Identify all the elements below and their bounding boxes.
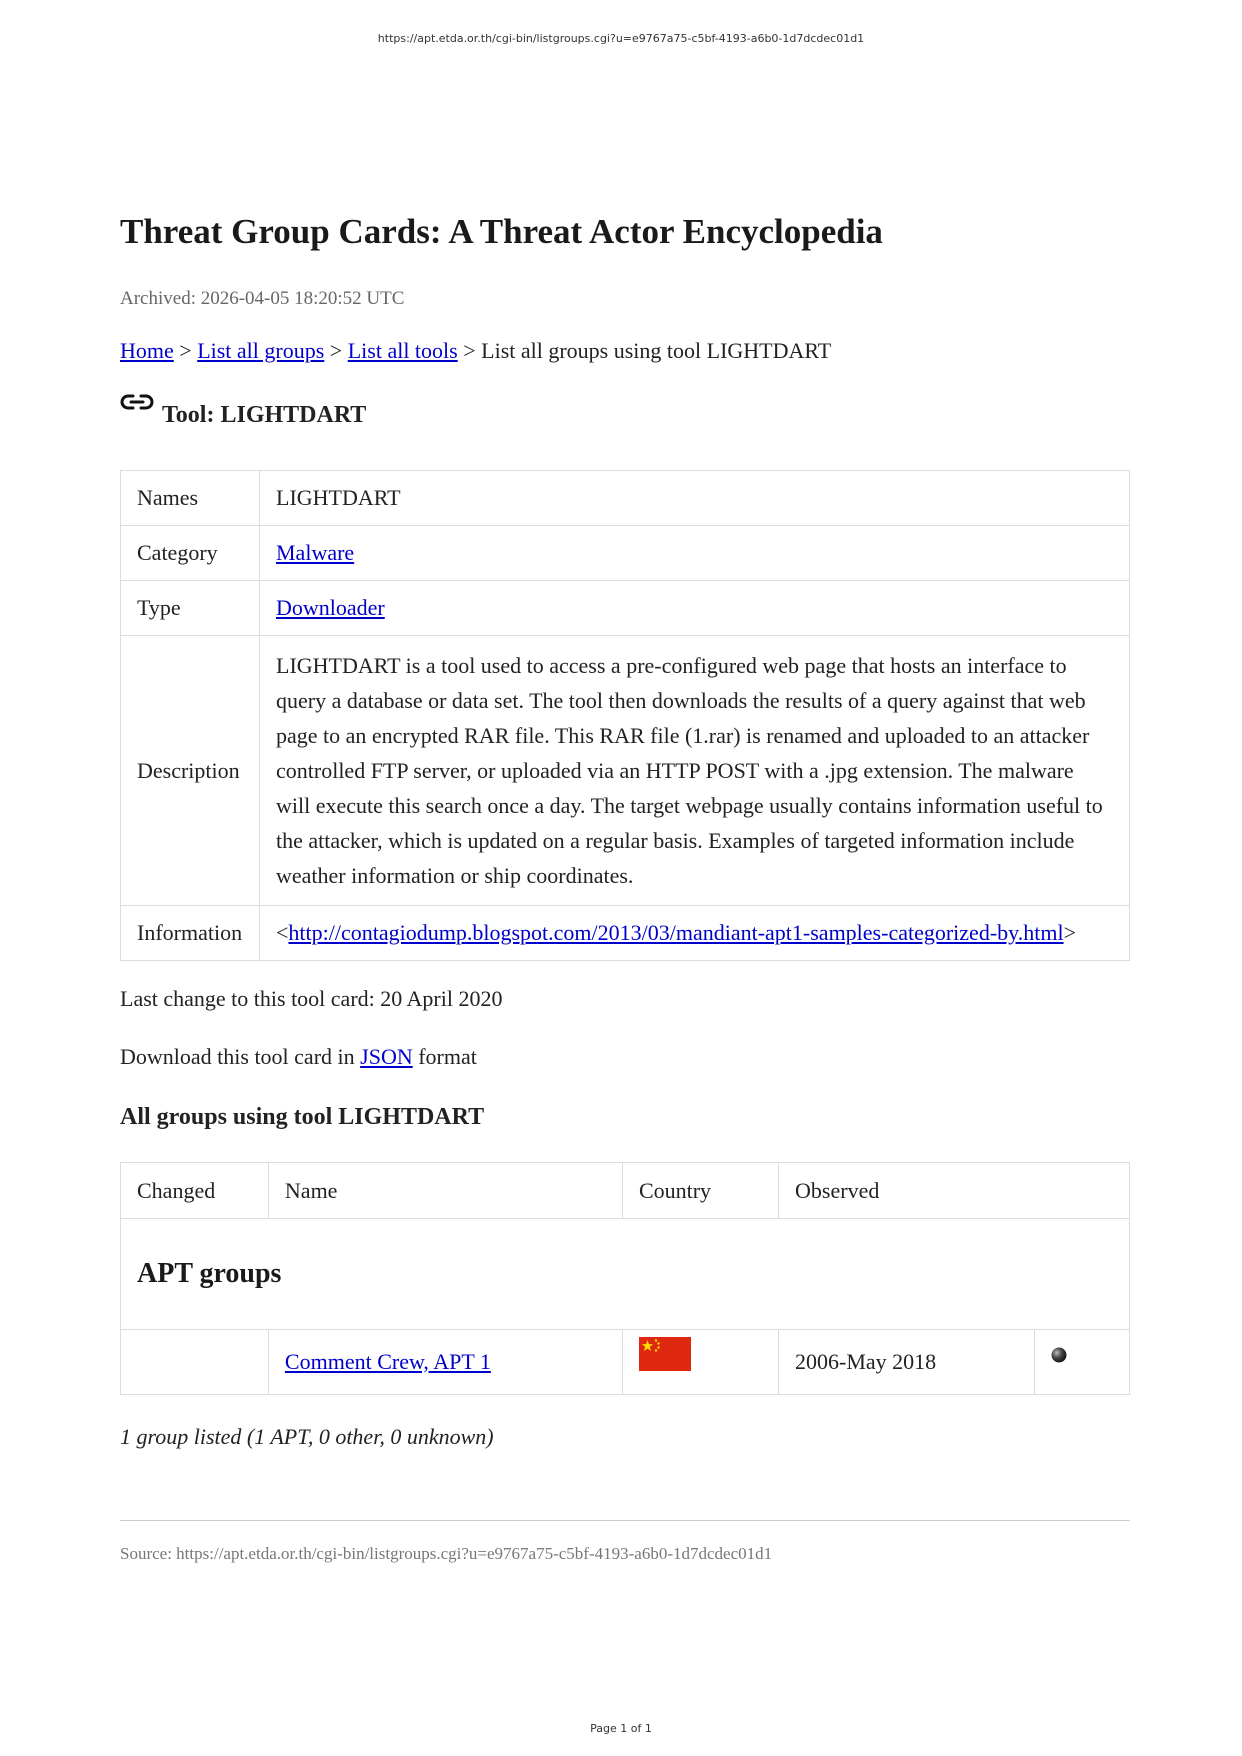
tool-heading-text: Tool: LIGHTDART <box>162 402 367 428</box>
tool-row-names <box>121 471 1130 526</box>
information-bracket-close: > <box>1063 920 1076 945</box>
tool-info-table <box>120 470 1130 961</box>
category-cell <box>260 526 1130 581</box>
column-header-observed: Observed <box>779 1163 1130 1219</box>
source-url: Source: https://apt.etda.or.th/cgi-bin/listgroups.cgi?u=e9767a75-c5bf-4193-a6b0-1d7dcdec01d1 <box>120 1544 773 1563</box>
tool-row-information <box>121 906 1130 961</box>
breadcrumb-separator: > <box>457 338 482 363</box>
name-cell <box>268 1330 622 1395</box>
column-header-country: Country <box>622 1163 778 1219</box>
description-label: Description <box>121 636 260 906</box>
status-dot-icon <box>1051 1343 1067 1369</box>
link-icon <box>120 402 162 429</box>
information-cell <box>260 906 1130 961</box>
json-download-link[interactable]: JSON <box>360 1044 413 1069</box>
apt-groups-section-row <box>121 1219 1130 1330</box>
breadcrumb-tools-link[interactable]: List all tools <box>347 338 458 363</box>
apt-groups-section-cell <box>121 1219 1130 1330</box>
groups-heading: All groups using tool LIGHTDART <box>120 1104 485 1130</box>
groups-table-header <box>121 1163 1130 1219</box>
horizontal-divider <box>120 1520 1130 1521</box>
type-cell <box>260 581 1130 636</box>
breadcrumb-groups-link[interactable]: List all groups <box>197 338 325 363</box>
print-footer-page: Page 1 of 1 <box>590 1722 652 1735</box>
archived-timestamp: Archived: 2026-04-05 18:20:52 UTC <box>120 288 405 309</box>
groups-summary: 1 group listed (1 APT, 0 other, 0 unknown) <box>120 1424 494 1449</box>
information-bracket-open: < <box>276 920 289 945</box>
download-suffix: format <box>412 1044 477 1069</box>
column-header-name: Name <box>268 1163 622 1219</box>
section-title: APT groups <box>137 1258 282 1289</box>
breadcrumb-home-link[interactable]: Home <box>120 338 174 363</box>
china-flag-icon <box>639 1337 691 1377</box>
names-label: Names <box>121 471 260 526</box>
breadcrumb-separator: > <box>324 338 348 363</box>
table-row <box>121 1330 1130 1395</box>
download-line <box>120 1044 477 1070</box>
group-link[interactable]: Comment Crew, APT 1 <box>284 1349 491 1374</box>
column-header-changed: Changed <box>121 1163 269 1219</box>
tool-row-type <box>121 581 1130 636</box>
breadcrumb-separator: > <box>173 338 198 363</box>
category-label: Category <box>121 526 260 581</box>
information-label: Information <box>121 906 260 961</box>
print-header-url: https://apt.etda.or.th/cgi-bin/listgroups.cgi?u=e9767a75-c5bf-4193-a6b0-1d7dcdec01d1 <box>377 32 865 45</box>
names-value: LIGHTDART <box>260 471 1130 526</box>
tool-row-description <box>121 636 1130 906</box>
page-title: Threat Group Cards: A Threat Actor Encyclopedia <box>120 212 883 251</box>
last-change-text: Last change to this tool card: 20 April 2020 <box>120 986 503 1011</box>
tool-row-category <box>121 526 1130 581</box>
country-cell <box>622 1330 778 1395</box>
groups-table <box>120 1162 1130 1395</box>
type-link[interactable]: Downloader <box>276 595 385 620</box>
changed-cell <box>121 1330 269 1395</box>
status-cell <box>1035 1330 1130 1395</box>
description-value: LIGHTDART is a tool used to access a pre-configured web page that hosts an interface to query a database or data set. The tool then downloads the results of a query against that web page to an encrypted RAR file. This RAR file (1.rar) is renamed and uploaded to an attacker controlled FTP server, or uploaded via an HTTP POST with a .jpg extension. The malware will execute this search once a day. The target webpage usually contains information useful to the attacker, which is updated on a regular basis. Examples of targeted information include weather information or ship coordinates. <box>260 636 1130 906</box>
type-label: Type <box>121 581 260 636</box>
breadcrumb <box>120 338 831 364</box>
breadcrumb-current: List all groups using tool LIGHTDART <box>481 338 832 363</box>
tool-heading <box>120 402 366 429</box>
information-link[interactable]: http://contagiodump.blogspot.com/2013/03/mandiant-apt1-samples-categorized-by.html <box>288 920 1064 945</box>
download-prefix: Download this tool card in <box>120 1044 361 1069</box>
category-link[interactable]: Malware <box>276 540 355 565</box>
observed-cell: 2006-May 2018 <box>779 1330 1035 1395</box>
